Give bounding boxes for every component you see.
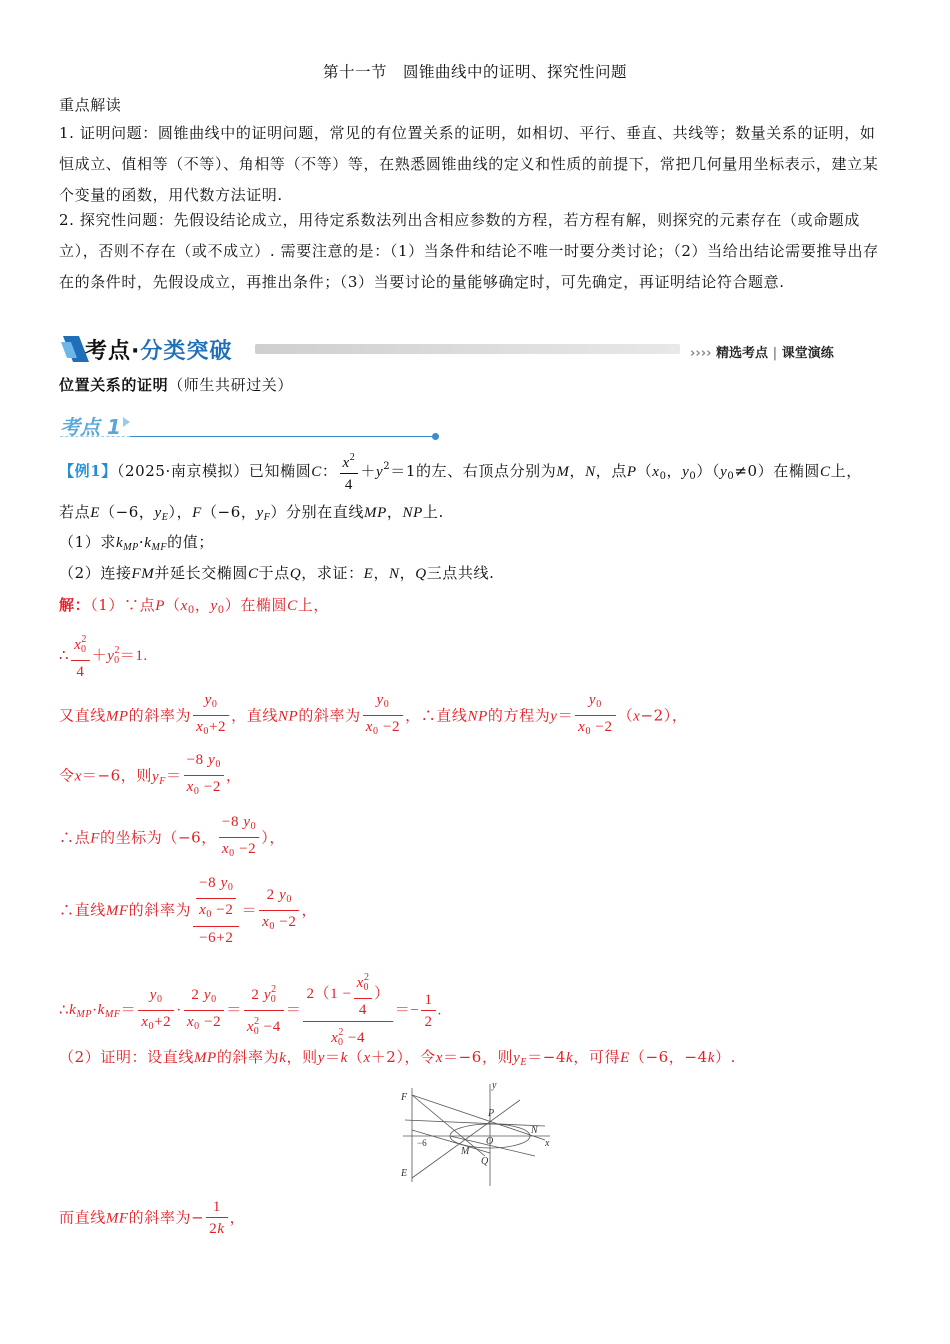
label-F: F — [401, 1092, 408, 1103]
banner-title: 考点·分类突破 — [85, 339, 233, 364]
solution-line-5: ∴点F的坐标为（−6， $\frac{-8 y_0}{x_0 -2}$ ）， — [59, 812, 891, 865]
solution-line-6: ∴直线MF的斜率为 $\frac{\frac{-8 y_0}{x_0 -2}}{-6+2}$ ＝ $\frac{2 y_0}{x_0 -2}$ ， — [59, 873, 891, 949]
kaodian-dot — [432, 433, 439, 440]
question-1: （1）求$k_{MP}\cdot k_{MF}$的值； — [59, 533, 214, 553]
solution-line-7: $\therefore k_{MP}\cdot k_{MF}=$ $\frac{y_0}{x_0+2}$ · $\frac{2 y_0}{x_0 -2}$ ＝ $\frac{2 y^2_0}{x^2_0 -4}$ ＝ 2（1 − $\frac{x^2_0}{4}$ ） $x^2_0 -4$ ＝− $\frac{1}{2}$ . — [59, 968, 891, 1054]
section-title: 位置关系的证明（师生共研过关） — [59, 376, 294, 394]
label-x: x — [545, 1138, 550, 1149]
solution-line-4: 令x＝−6，则$y_F=$ $\frac{-8 y_0}{x_0 -2}$ ， — [59, 750, 891, 803]
example-statement-2: 若点E（−6，$y_E$），F（−6，$y_F$）分别在直线MP，NP上. — [59, 503, 444, 523]
ellipse-figure — [395, 1078, 555, 1190]
label-P: P — [488, 1108, 495, 1119]
kaodian-underline — [60, 436, 130, 437]
solution-line-1: 解：（1）∵点$P(x_0$，$y_0$）在椭圆C上， — [59, 596, 329, 616]
banner-bar — [255, 344, 680, 354]
kaodian-line — [130, 436, 435, 437]
example-statement: 【例1】（2025·南京模拟）已知椭圆C： $\frac{x^2}{4}$ $+y^2=1$的左、右顶点分别为M，N，点$P(x_0$，$y_0)(y_0\ne 0)$在椭圆C上， — [59, 447, 891, 497]
paragraph-proof: 1. 证明问题：圆锥曲线中的证明问题，常见的有位置关系的证明，如相切、平行、垂直、共线等；数量关系的证明，如恒成立、值相等（不等）、角相等（不等）等，在熟悉圆锥曲线的定义和性质的前提下，常把几何量用坐标表示，建立某个变量的函数，用代数方法证明. — [59, 124, 879, 204]
banner-subtitle: ›››› 精选考点 | 课堂演练 — [690, 346, 834, 361]
solution-line-3: 又直线MP的斜率为 $\frac{y_0}{x_0+2}$ ，直线NP的斜率为 $\frac{y_0}{x_0 -2}$ ，∴直线NP的方程为y＝ $\frac{y_0}{x_0 -2}$ （x−2）， — [59, 690, 891, 743]
kaodian-label: 考点 1 — [60, 415, 121, 439]
label-Q: Q — [481, 1156, 489, 1167]
solution-line-2: ∴ $\frac{x^2_0}{4}$ $+y^2_0=1$. — [59, 630, 891, 683]
question-2: （2）连接FM并延长交椭圆C于点Q，求证：E，N，Q三点共线. — [59, 564, 495, 582]
label-N: N — [531, 1125, 538, 1136]
label-y: y — [492, 1080, 497, 1091]
page-title: 第十一节 圆锥曲线中的证明、探究性问题 — [322, 63, 627, 81]
solution-line-8: 而直线MF的斜率为− $\frac{1}{2k}$ ， — [59, 1197, 891, 1240]
label-minus6: −6 — [417, 1138, 427, 1148]
label-E: E — [401, 1168, 408, 1179]
label-M: M — [461, 1146, 470, 1157]
section-heading: 重点解读 — [59, 96, 122, 114]
kaodian-arrow-icon — [123, 417, 130, 427]
paragraph-explore: 2. 探究性问题：先假设结论成立，用待定系数法列出含相应参数的方程，若方程有解，则探究的元素存在（或命题成立），否则不存在（或不成立）. 需要注意的是：（1）当条件和结论不唯一时要分类讨论；（2）当给出结论需要推导出存在的条件时，先假设成立，再推出条件；（3）当要讨论的量能够确定时，可先确定，再证明结论符合题意. — [59, 211, 879, 291]
solution-part-2: （2）证明：设直线MP的斜率为k，则y＝k（x＋2），令x＝−6，则$y_E=-4k$，可得E（−6，−4k）. — [59, 1048, 736, 1068]
label-O: O — [486, 1136, 494, 1147]
